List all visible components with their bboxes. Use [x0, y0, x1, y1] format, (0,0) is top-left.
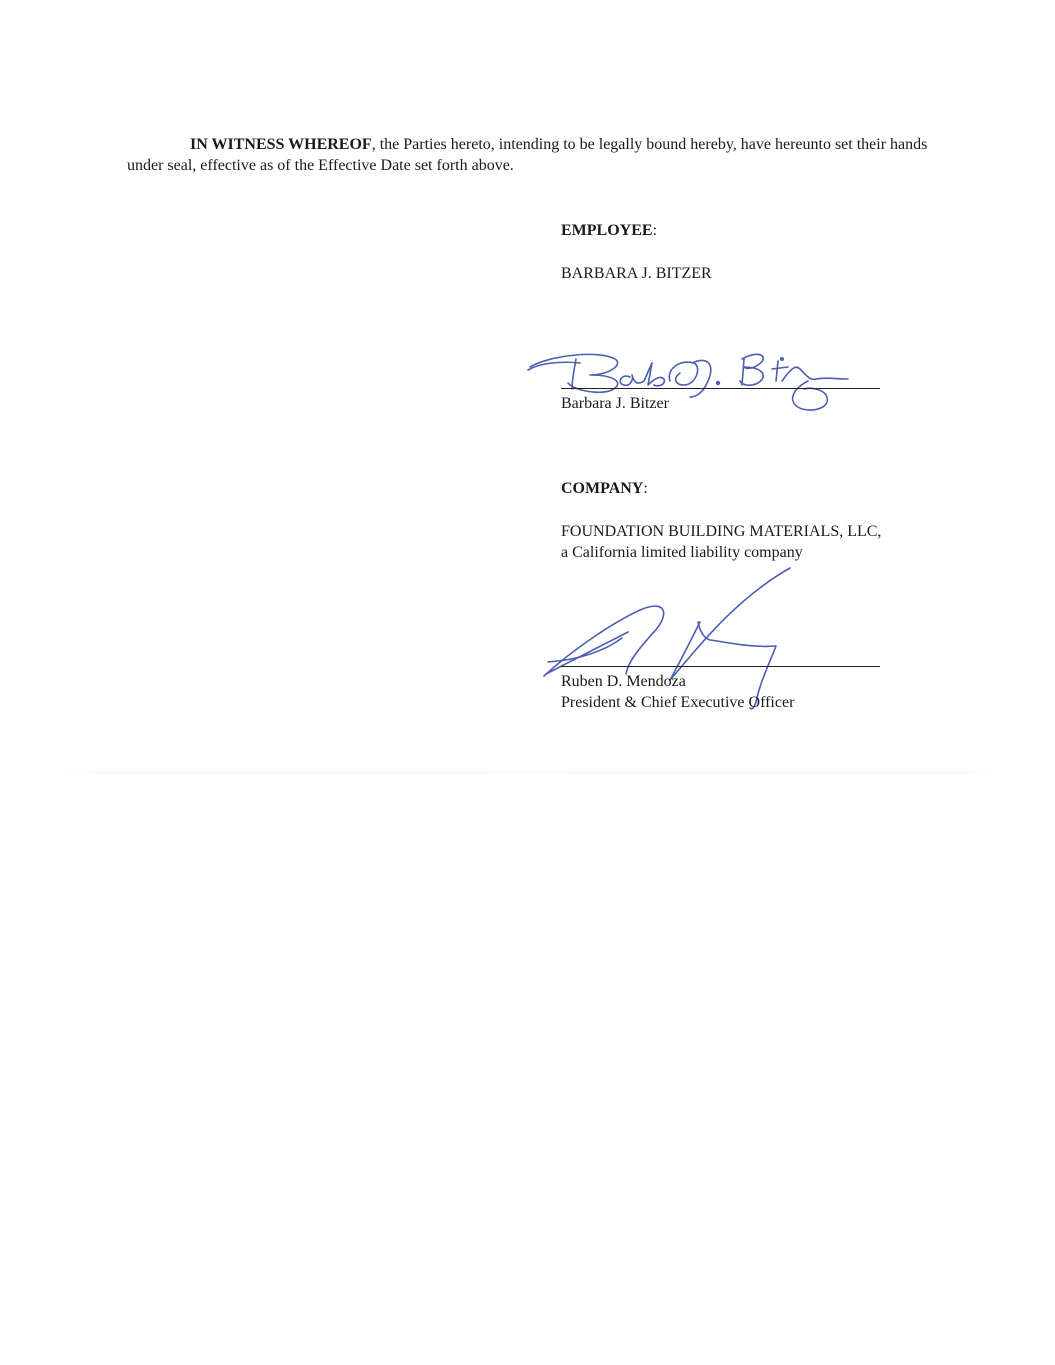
company-descriptor: a California limited liability company — [561, 544, 803, 561]
witness-paragraph — [127, 134, 947, 176]
company-heading: COMPANY — [561, 480, 644, 497]
witness-lead: IN WITNESS WHEREOF — [190, 136, 372, 153]
scan-artifact-line — [30, 772, 1030, 773]
employee-heading-line — [561, 220, 657, 241]
witness-text: , the Parties hereto, intending to be legally bound hereby, have hereunto set their hands under seal, effective as of the Effective Date set forth above. — [127, 136, 928, 174]
company-signer-title: President & Chief Executive Officer — [561, 694, 795, 711]
employee-name-caps: BARBARA J. BITZER — [561, 265, 712, 282]
employee-heading: EMPLOYEE — [561, 222, 653, 239]
company-heading-line — [561, 478, 648, 499]
employee-signature-line — [561, 388, 880, 389]
employee-signer-name: Barbara J. Bitzer — [561, 395, 669, 412]
company-name: FOUNDATION BUILDING MATERIALS, LLC, — [561, 523, 882, 540]
company-heading-colon: : — [643, 480, 648, 497]
employee-heading-colon: : — [652, 222, 658, 239]
company-signer-name: Ruben D. Mendoza — [561, 673, 686, 690]
company-signature-line — [561, 666, 880, 667]
